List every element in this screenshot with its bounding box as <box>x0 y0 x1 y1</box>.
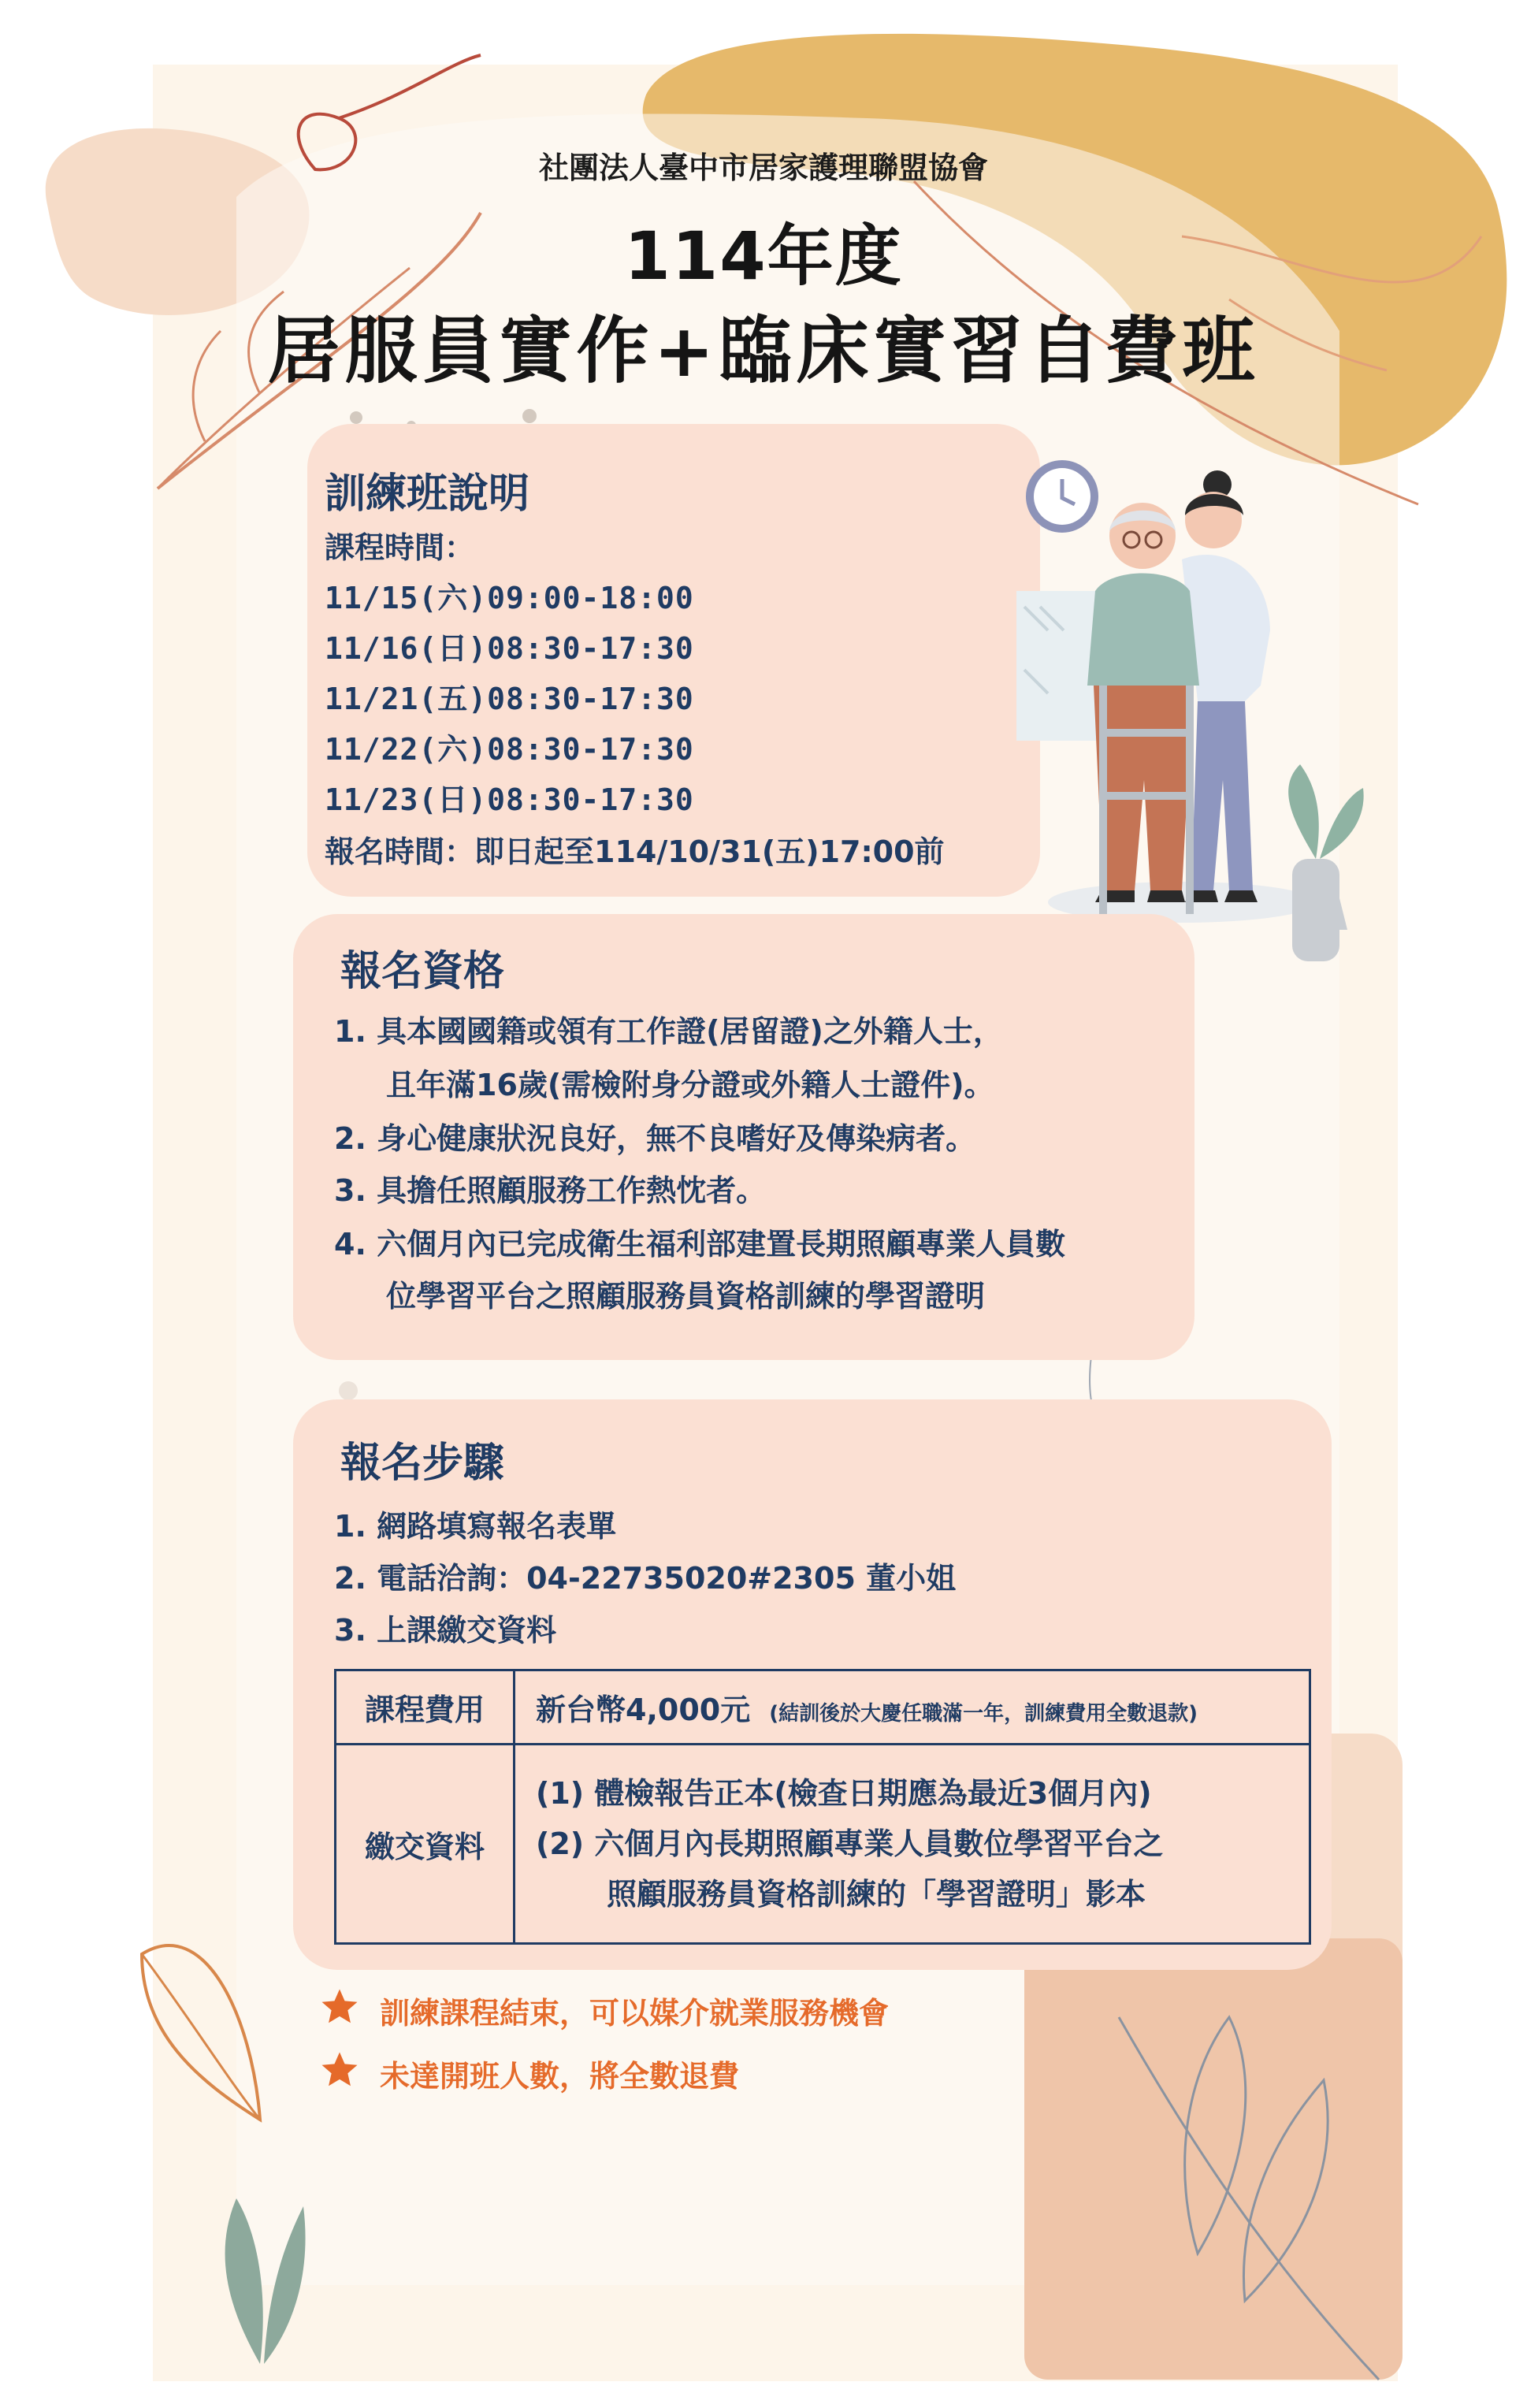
eligibility-item-1-cont: 且年滿16歲(需檢附身分證或外籍人士證件)。 <box>386 1068 994 1102</box>
registration-period: 報名時間：即日起至114/10/31(五)17:00前 <box>325 834 945 869</box>
organization-name: 社團法人臺中市居家護理聯盟協會 <box>538 150 988 185</box>
fee-label: 課程費用 <box>336 1670 515 1745</box>
eligibility-item-3: 3. 具擔任照顧服務工作熱忱者。 <box>334 1173 767 1208</box>
doc-item-2-cont: 照顧服務員資格訓練的「學習證明」影本 <box>607 1877 1146 1912</box>
schedule-label: 課程時間： <box>325 530 475 565</box>
page-title: 居服員實作+臨床實習自費班 <box>267 309 1260 393</box>
clock-icon <box>1026 460 1098 533</box>
session-4: 11/22(六)08:30-17:30 <box>325 732 694 767</box>
docs-label: 繳交資料 <box>336 1745 515 1944</box>
fee-value: 新台幣4,000元 <box>536 1693 751 1727</box>
star-icon <box>318 1986 361 2028</box>
eligibility-item-1: 1. 具本國國籍或領有工作證(居留證)之外籍人士， <box>334 1014 1003 1049</box>
note-refund: 未達開班人數，將全數退費 <box>380 2059 740 2094</box>
eligibility-heading: 報名資格 <box>340 948 505 995</box>
page-title-year: 114年度 <box>624 217 903 295</box>
step-3: 3. 上課繳交資料 <box>334 1613 557 1648</box>
eligibility-item-2: 2. 身心健康狀況良好，無不良嗜好及傳染病者。 <box>334 1121 976 1156</box>
step-2: 2. 電話洽詢：04-22735020#2305 董小姐 <box>334 1561 957 1596</box>
doc-item-2: (2) 六個月內長期照顧專業人員數位學習平台之 <box>536 1826 1164 1861</box>
training-heading: 訓練班說明 <box>325 470 530 518</box>
caregiver-illustration <box>1016 449 1371 985</box>
step-1: 1. 網路填寫報名表單 <box>334 1509 617 1544</box>
eligibility-item-4: 4. 六個月內已完成衛生福利部建置長期照顧專業人員數 <box>334 1227 1066 1262</box>
session-2: 11/16(日)08:30-17:30 <box>325 631 694 666</box>
steps-heading: 報名步驟 <box>340 1440 505 1487</box>
star-icon <box>318 2049 361 2091</box>
plant-icon <box>1288 764 1363 961</box>
doc-item-1: (1) 體檢報告正本(檢查日期應為最近3個月內) <box>536 1776 1152 1811</box>
session-1: 11/15(六)09:00-18:00 <box>325 581 694 615</box>
eligibility-item-4-cont: 位學習平台之照顧服務員資格訓練的學習證明 <box>386 1279 986 1314</box>
session-5: 11/23(日)08:30-17:30 <box>325 782 694 817</box>
note-employment: 訓練課程結束，可以媒介就業服務機會 <box>380 1996 890 2031</box>
fees-table <box>334 1669 1311 1945</box>
session-3: 11/21(五)08:30-17:30 <box>325 682 694 716</box>
docs-cell <box>515 1745 1310 1944</box>
fee-note: (結訓後於大慶任職滿一年，訓練費用全數退款) <box>769 1702 1198 1726</box>
fee-cell <box>515 1670 1310 1745</box>
